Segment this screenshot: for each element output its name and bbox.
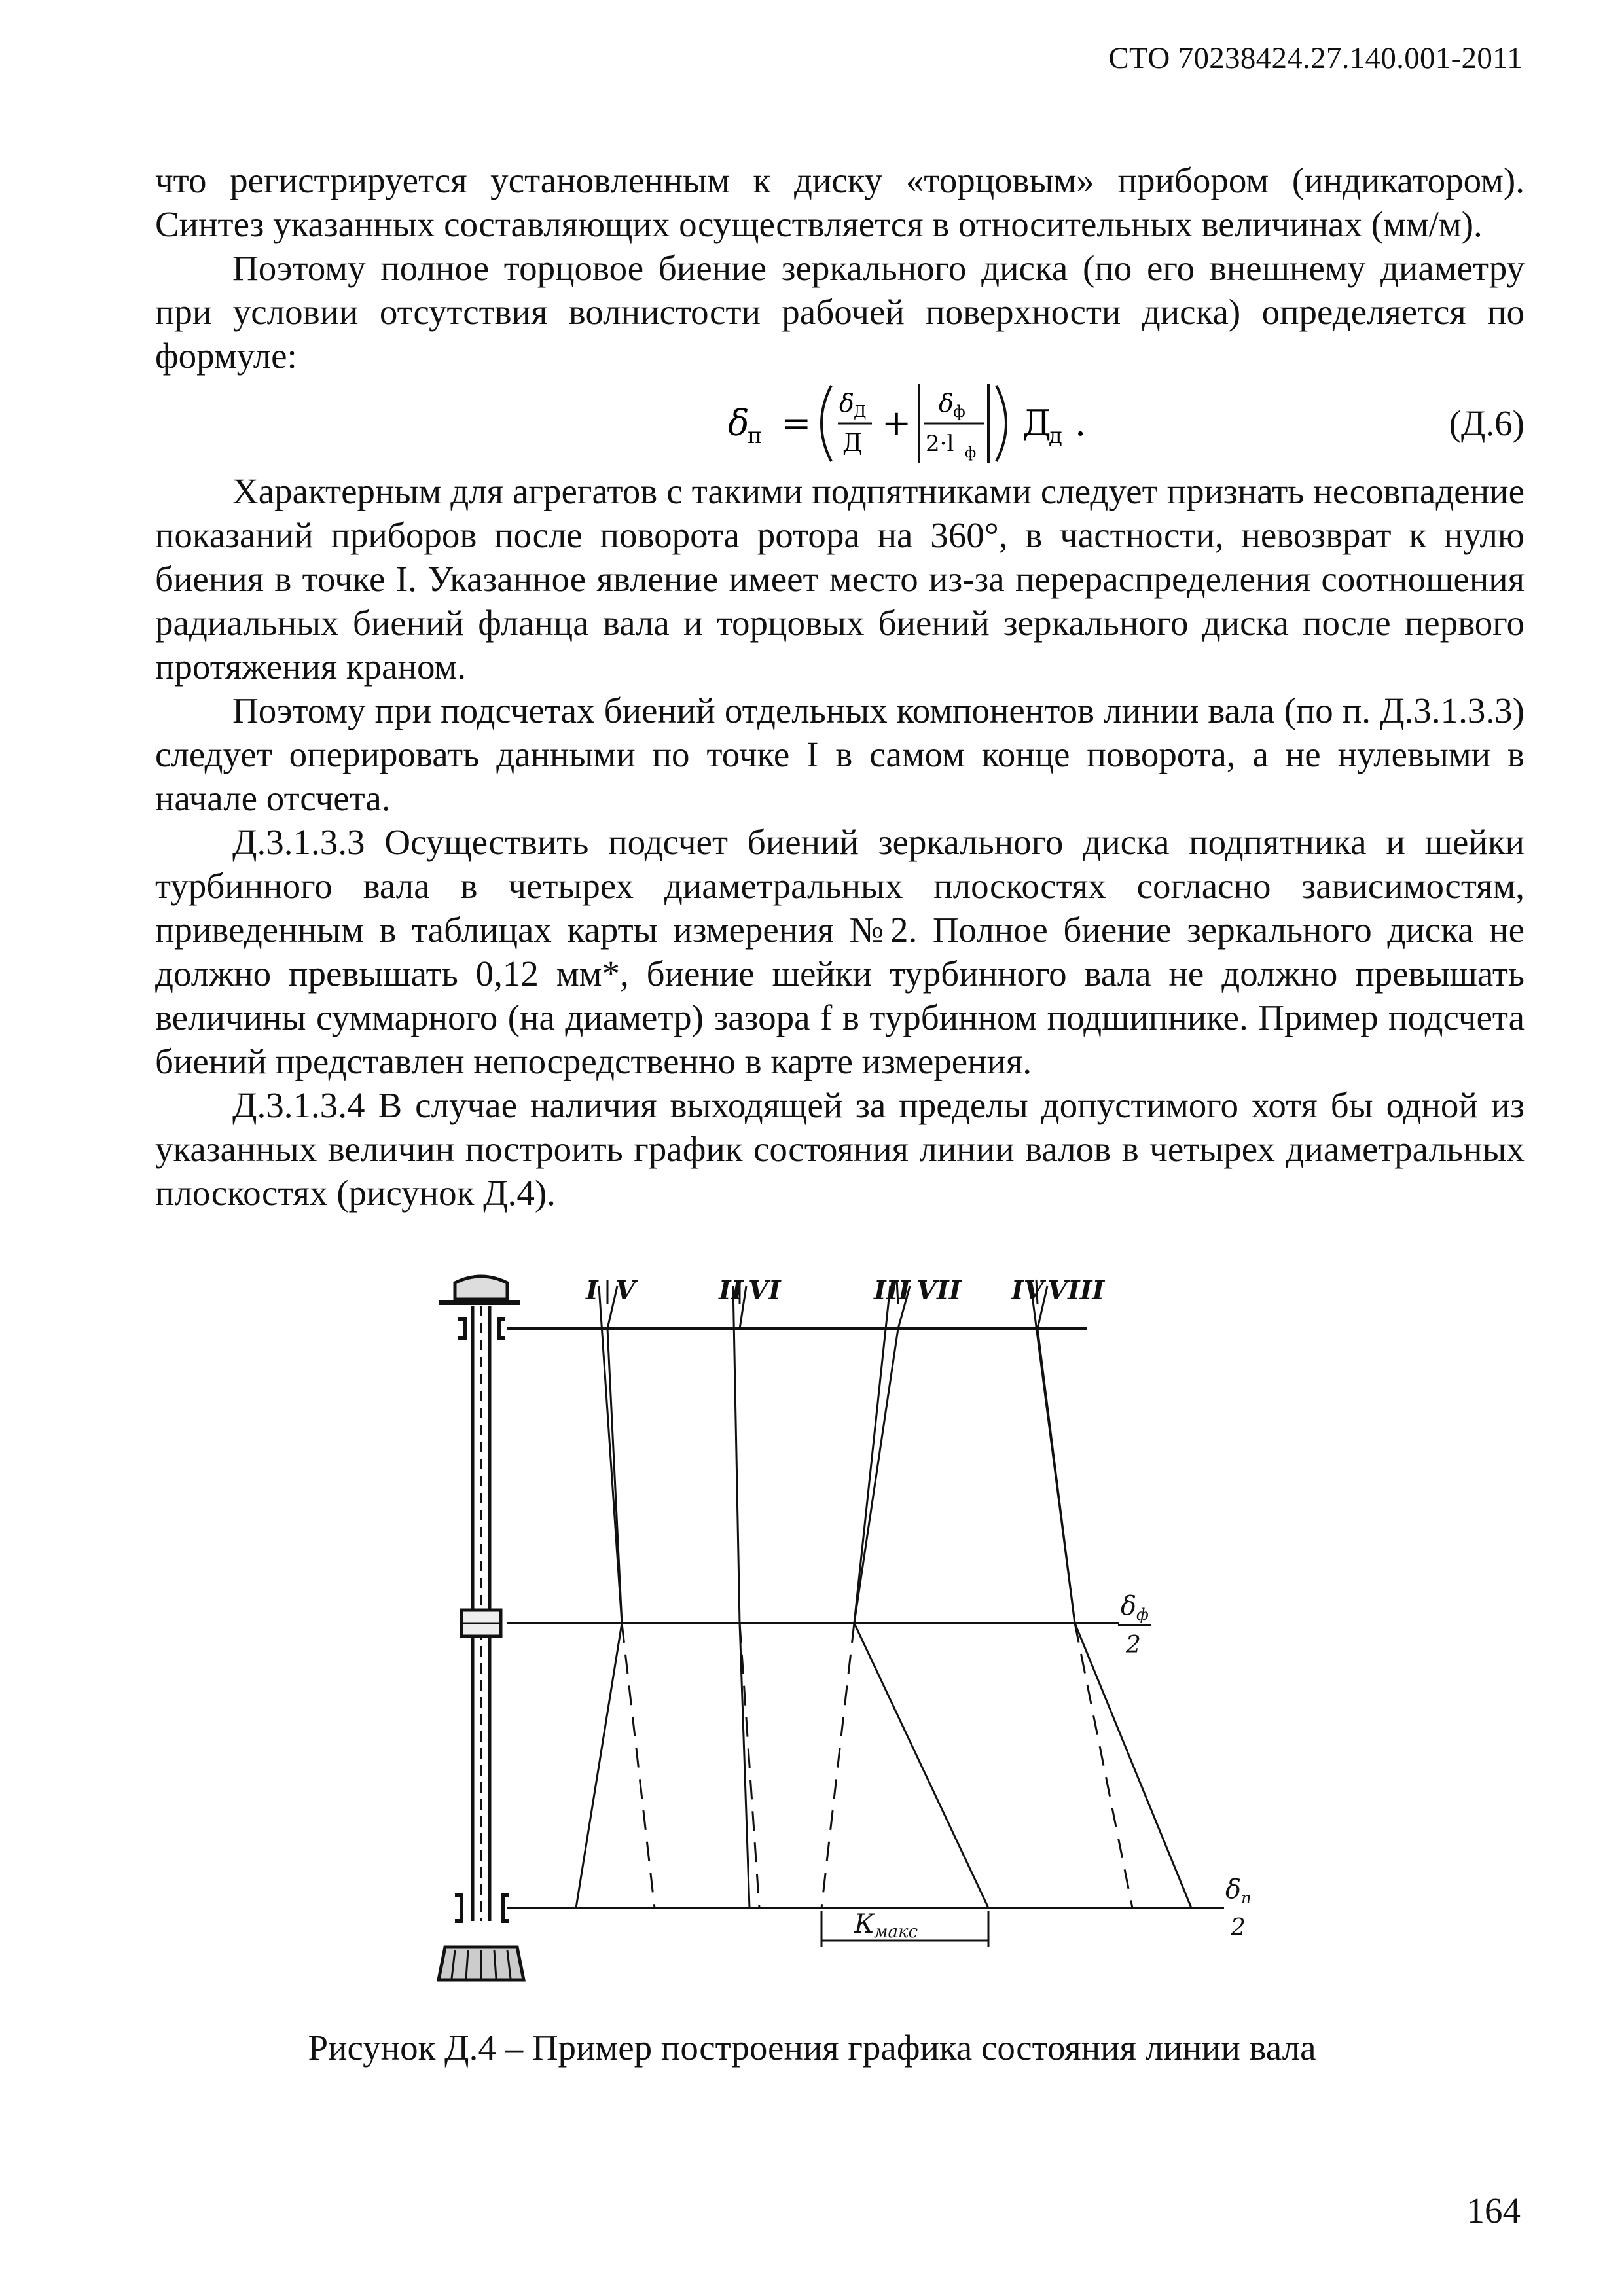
frac2-den-sub: ф: [965, 445, 977, 461]
label-delta-p: δ: [1225, 1874, 1242, 1905]
label-ii: II: [719, 1275, 744, 1306]
formula-lhs-sub: п: [748, 423, 763, 449]
label-iv: IV: [1011, 1275, 1044, 1306]
paragraph: что регистрируется установленным к диску «торцовым» прибором (индикатором). Синтез указанных составляющих осуществляется в относительных величинах (мм/м).: [155, 160, 1525, 244]
formula-plus: +: [882, 403, 912, 444]
paragraph: Поэтому полное торцовое биение зеркального диска (по его внешнему диаметру при условии отсутствия волнистости рабочей поверхности диска) определяется по формуле:: [155, 248, 1525, 376]
formula-lhs: δ: [728, 403, 749, 444]
label-delta-p-sub: п: [1241, 1889, 1252, 1907]
line-vi-lower: [740, 1623, 759, 1908]
label-i: I: [586, 1275, 598, 1306]
label-delta-p-den: 2: [1231, 1914, 1246, 1941]
line-ii-lower: [740, 1623, 749, 1908]
frac1-num: δ: [839, 389, 854, 418]
paragraph: Характерным для агрегатов с такими подпятниками следует признать несовпадение показаний приборов после поворота ротора на 360°, в частности, невозврат к нулю биения в точке I. Указанное явление имеет место из-за перераспределения соотношения радиальных биений фланца вала и торцовых биений зеркального диска после первого протяжения краном.: [155, 471, 1525, 687]
formula-eq: =: [782, 403, 812, 444]
label-delta-f-den: 2: [1126, 1632, 1141, 1659]
frac2-den: 2·l: [926, 431, 954, 457]
line-iii-upper: [854, 1286, 890, 1623]
formula-number: (Д.6): [1449, 403, 1525, 443]
label-vi: VI: [748, 1275, 781, 1306]
frac2-num: δ: [939, 389, 954, 418]
paragraph: Д.3.1.3.4 В случае наличия выходящей за пределы допустимого хотя бы одной из указанных величин построить график состояния линии валов в четырех диаметральных плоскостях (рисунок Д.4).: [155, 1085, 1525, 1213]
left-paren: [821, 386, 831, 461]
shaft-line-diagram: [393, 1266, 1309, 2000]
formula-factor: Д: [1022, 403, 1051, 444]
label-iii: III: [874, 1275, 911, 1306]
line-i-lower: [576, 1623, 622, 1908]
document-code: СТО 70238424.27.140.001-2011: [1108, 41, 1523, 75]
shaft-icon: [439, 1276, 524, 1980]
label-viii: VIII: [1047, 1275, 1105, 1306]
frac1-den: Д: [842, 428, 863, 457]
frac1-num-sub: Д: [854, 403, 867, 421]
line-iv-lower: [1075, 1623, 1191, 1908]
line-iii-lower: [854, 1623, 988, 1908]
formula-factor-sub: д: [1049, 423, 1062, 449]
figure-d4: [393, 1266, 1309, 2003]
line-viii-lower: [1075, 1623, 1132, 1908]
label-k: К: [854, 1909, 875, 1939]
frac2-num-sub: ф: [953, 403, 965, 421]
label-v: V: [615, 1275, 636, 1306]
label-k-sub: макс: [874, 1922, 918, 1942]
label-vii: VII: [916, 1275, 962, 1306]
formula-d6: [155, 378, 1525, 469]
page-number: 164: [1466, 2191, 1521, 2231]
body-text: [155, 158, 1525, 1215]
formula-expression: [728, 378, 1265, 469]
right-paren: [996, 386, 1006, 461]
label-delta-f-sub: ф: [1136, 1605, 1149, 1624]
figure-caption: Рисунок Д.4 – Пример построения графика состояния линии вала: [308, 2028, 1316, 2068]
line-ii-upper: [733, 1286, 740, 1623]
line-v-top: [607, 1286, 617, 1329]
line-vii-lower: [821, 1623, 854, 1908]
line-v-lower: [622, 1623, 655, 1908]
paragraph: Д.3.1.3.3 Осуществить подсчет биений зеркального диска подпятника и шейки турбинного вала в четырех диаметральных плоскостях согласно зависимостям, приведенным в таблицах карты измерения №2. Полное биение зеркального диска не должно превышать 0,12 мм*, биение шейки турбинного вала не должно превышать величины суммарного (на диаметр) зазора f в турбинном подшипнике. Пример подсчета биений представлен непосредственно в карте измерения.: [155, 822, 1525, 1081]
paragraph: Поэтому при подсчетах биений отдельных компонентов линии вала (по п. Д.3.1.3.3) следует оперировать данными по точке I в самом конце поворота, а не нулевыми в начале отсчета.: [155, 691, 1525, 818]
formula-end: .: [1075, 403, 1087, 444]
label-delta-f: δ: [1121, 1591, 1137, 1621]
